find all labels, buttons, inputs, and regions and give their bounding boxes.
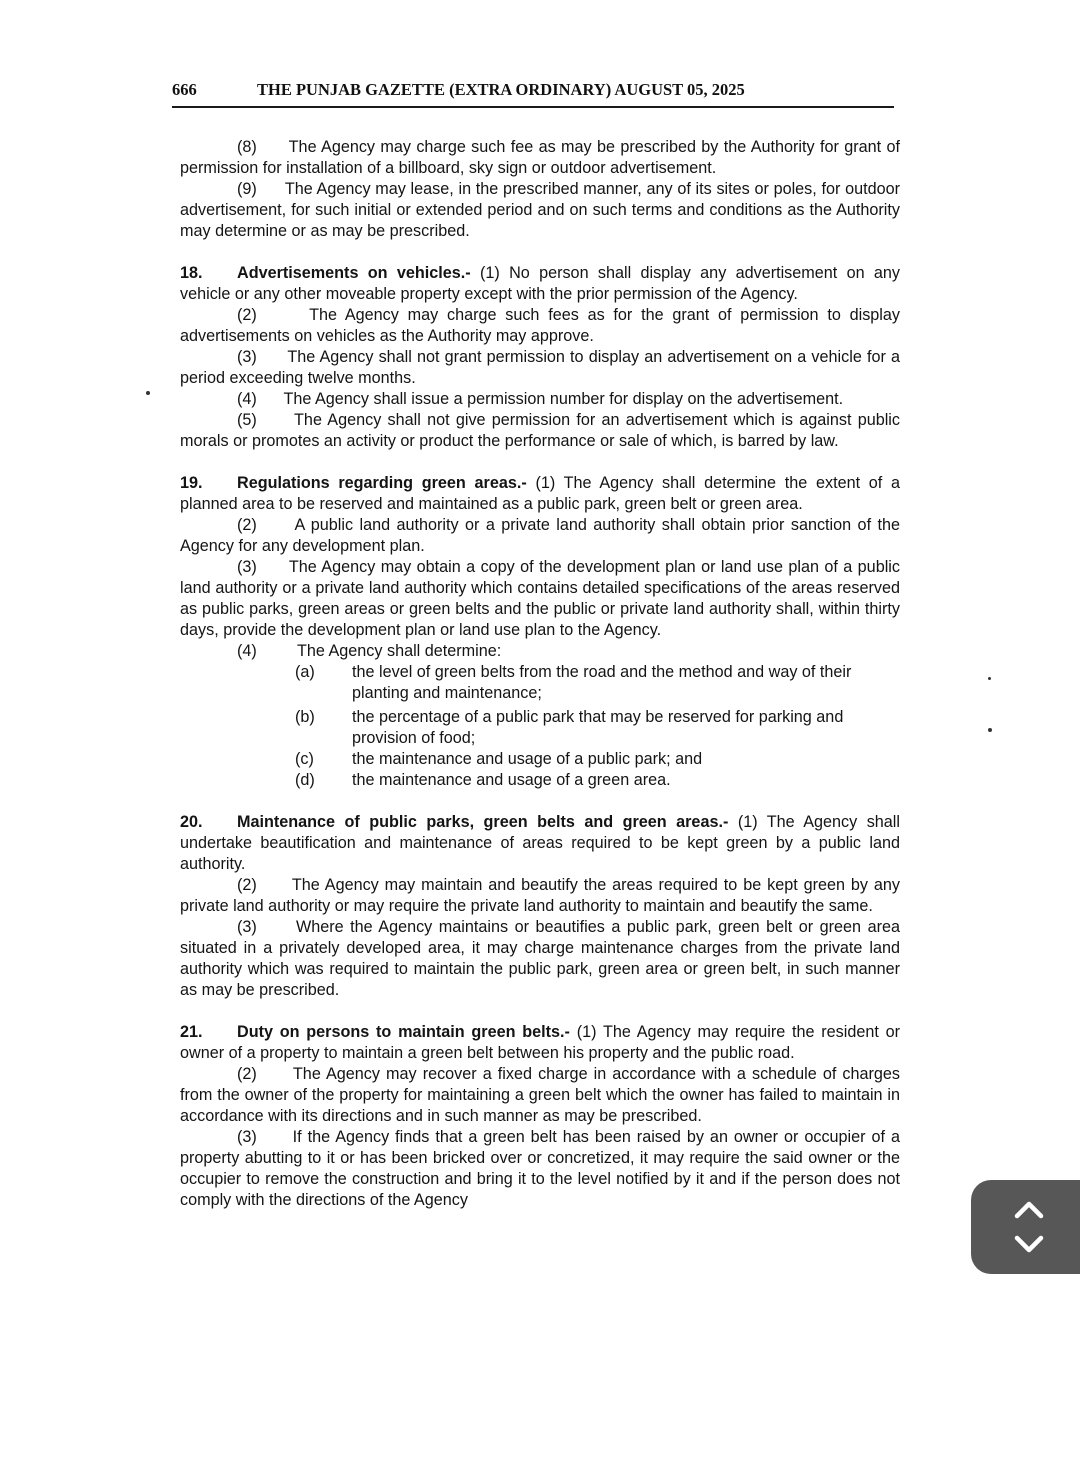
subsection: (2) A public land authority or a private land authority shall obtain prior sanction of the Agency for any development plan.: [180, 516, 900, 555]
subsection: (3) The Agency shall not grant permission to display an advertisement on a vehicle for a period exceeding twelve months.: [180, 348, 900, 387]
next-page-button[interactable]: [1011, 1230, 1047, 1260]
chevron-up-icon: [1011, 1194, 1047, 1224]
section-heading: Maintenance of public parks, green belts and green areas.-: [237, 813, 729, 831]
paragraph-8: (8) The Agency may charge such fee as may be prescribed by the Authority for grant of permission for installation of a billboard, sky sign or outdoor advertisement.: [180, 138, 900, 177]
subsection: (2) The Agency may charge such fees as for the grant of permission to display advertisements on vehicles as the Authority may approve.: [180, 306, 900, 345]
page-header: [172, 78, 894, 108]
subsection: (3) If the Agency finds that a green belt has been raised by an owner or occupier of a property abutting to it or has been bricked over or concretized, it may require the said owner or the occupier to remove the construction and bring it to the level notified by it and if the person does not comply with the directions of the Agency: [180, 1128, 900, 1209]
page-number: 666: [172, 80, 197, 99]
document-body: [180, 137, 900, 1211]
gazette-title: THE PUNJAB GAZETTE (EXTRA ORDINARY) AUGUST 05, 2025: [257, 80, 745, 99]
list-item: (a) the level of green belts from the road and the method and way of their planting and maintenance;: [295, 663, 852, 702]
section-number: 18.: [180, 264, 203, 282]
previous-page-button[interactable]: [1011, 1194, 1047, 1224]
chevron-down-icon: [1011, 1230, 1047, 1260]
section-number: 19.: [180, 474, 203, 492]
subsection: (3) Where the Agency maintains or beautifies a public park, green belt or green area situated in a privately developed area, it may charge maintenance charges from the private land authority which was required to maintain the public park, green area or green belt, in such manner as may be prescribed.: [180, 918, 900, 999]
speck: [988, 677, 991, 680]
section-19: 19. Regulations regarding green areas.- (1) The Agency shall determine the extent of a planned area to be reserved and maintained as a public park, green belt or green area.: [180, 474, 901, 513]
subsection: (5) The Agency shall not give permission for an advertisement which is against public morals or promotes an activity or product the performance or sale of which, is barred by law.: [180, 411, 900, 450]
subsection: (4) The Agency shall issue a permission number for display on the advertisement.: [237, 390, 844, 408]
section-18: 18. Advertisements on vehicles.- (1) No person shall display any advertisement on any vehicle or any other moveable property except with the prior permission of the Agency.: [180, 264, 900, 303]
list-item: (b) the percentage of a public park that may be reserved for parking and provision of food;: [295, 708, 844, 747]
section-heading: Regulations regarding green areas.-: [237, 474, 527, 492]
page-navigation: [971, 1180, 1080, 1274]
section-number: 20.: [180, 813, 203, 831]
section-heading: Duty on persons to maintain green belts.-: [237, 1023, 570, 1041]
list-item: (d) the maintenance and usage of a green area.: [295, 771, 671, 789]
subsection-4: (4) The Agency shall determine:: [237, 642, 502, 660]
speck: [146, 391, 150, 395]
section-21: 21. Duty on persons to maintain green belts.- (1) The Agency may require the resident or owner of a property to maintain a green belt between his property and the public road.: [180, 1023, 901, 1062]
section-20: 20. Maintenance of public parks, green belts and green areas.- (1) The Agency shall undertake beautification and maintenance of areas required to be kept green by a public land authority.: [180, 813, 900, 873]
subsection: (3) The Agency may obtain a copy of the development plan or land use plan of a public land authority or a private land authority which contains detailed specifications of the areas reserved as public parks, green areas or green belts and the public or private land authority shall, within thirty days, provide the development plan or land use plan to the Agency.: [180, 558, 900, 639]
list-item: (c) the maintenance and usage of a public park; and: [295, 750, 703, 768]
subsection: (2) The Agency may recover a fixed charge in accordance with a schedule of charges from the owner of the property for maintaining a green belt which the owner has failed to maintain in accordance with its directions and in such manner as may be prescribed.: [180, 1065, 901, 1125]
speck: [988, 728, 992, 732]
section-number: 21.: [180, 1023, 203, 1041]
subsection: (2) The Agency may maintain and beautify the areas required to be kept green by any private land authority or may require the private land authority to maintain and beautify the same.: [180, 876, 900, 915]
paragraph-9: (9) The Agency may lease, in the prescribed manner, any of its sites or poles, for outdoor advertisement, for such initial or extended period and on such terms and conditions as the Authority may determine or as may be prescribed.: [180, 180, 900, 240]
section-heading: Advertisements on vehicles.-: [237, 264, 471, 282]
